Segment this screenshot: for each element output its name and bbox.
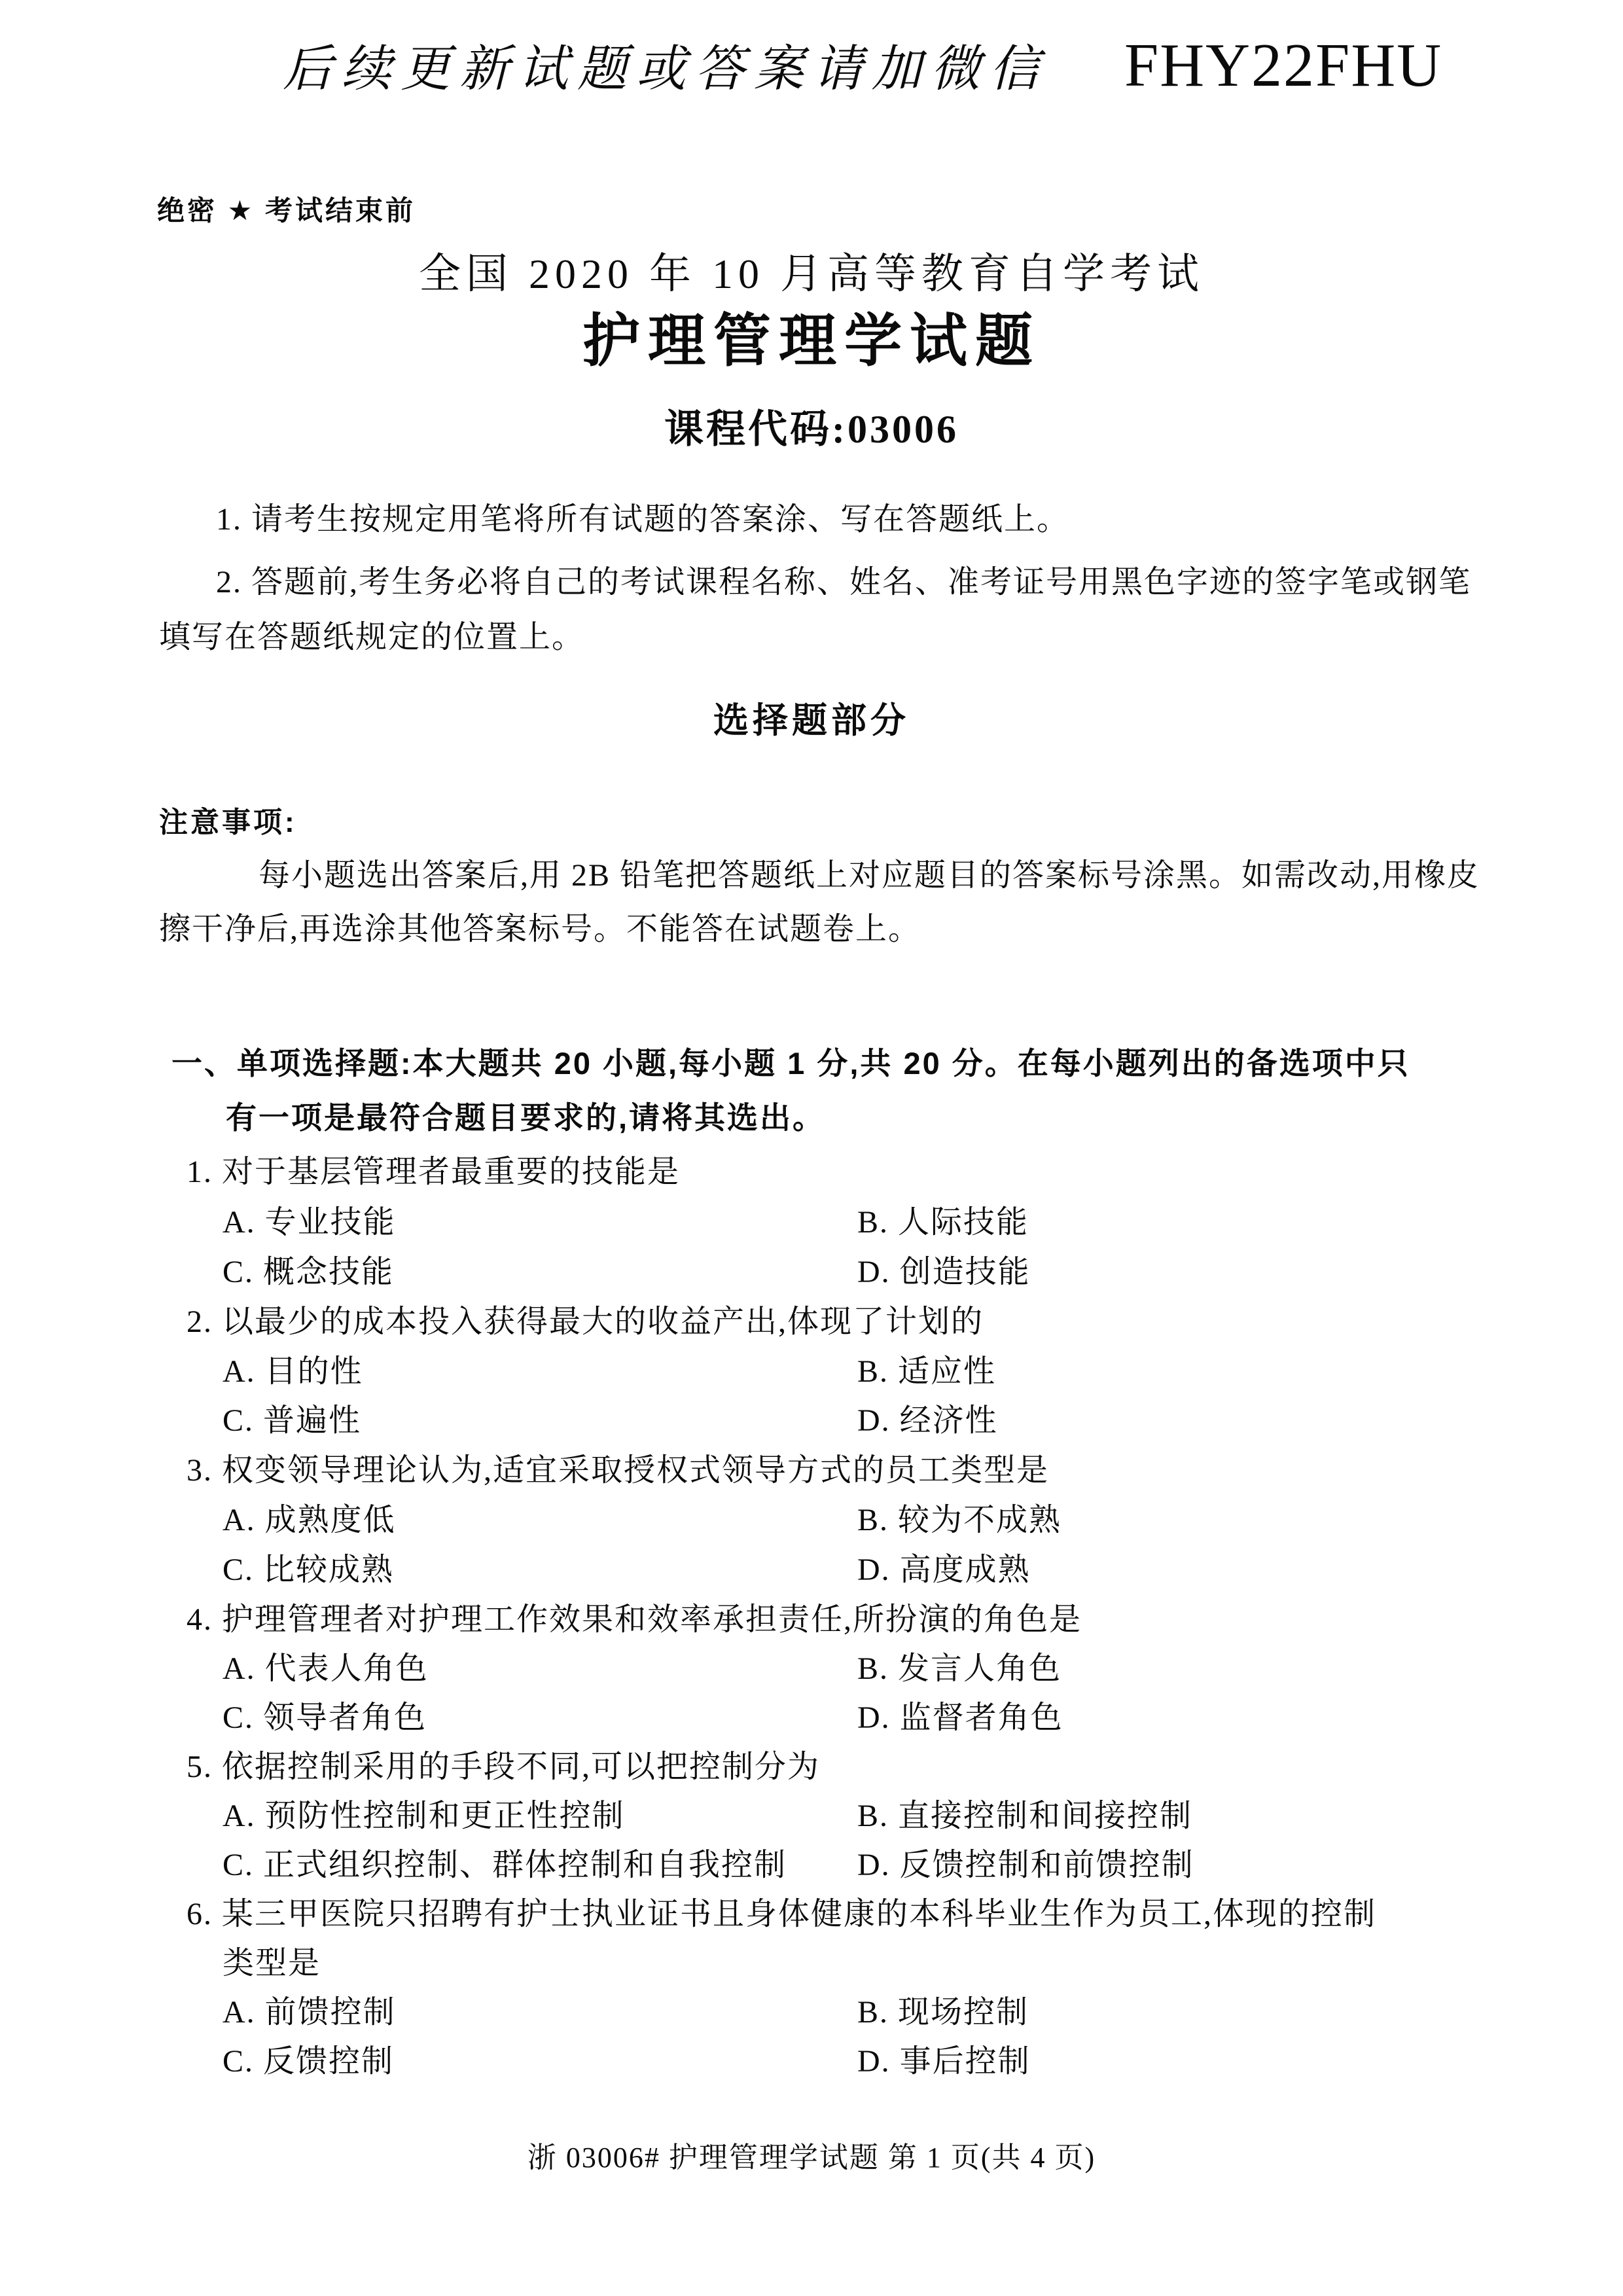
course-code: 课程代码:03006 <box>664 408 959 451</box>
question-3-option-c: C. 比较成熟 <box>223 1552 395 1587</box>
question-4-option-b: B. 发言人角色 <box>857 1651 1062 1686</box>
notice-label: 注意事项: <box>159 806 297 838</box>
question-2-option-c: C. 普遍性 <box>223 1403 362 1438</box>
paper-title: 护理管理学试题 <box>582 310 1041 374</box>
question-6-stem-line-2: 类型是 <box>223 1946 321 1981</box>
page-footer: 浙 03006# 护理管理学试题 第 1 页(共 4 页) <box>527 2142 1096 2174</box>
part1-heading-line-1: 一、单项选择题:本大题共 20 小题,每小题 1 分,共 20 分。在每小题列出的备选项中只 <box>171 1046 1410 1081</box>
section-heading: 选择题部分 <box>713 701 910 740</box>
question-1-option-d: D. 创造技能 <box>857 1255 1031 1289</box>
question-1-option-b: B. 人际技能 <box>857 1205 1029 1240</box>
question-6-stem-line-1: 6. 某三甲医院只招聘有护士执业证书且身体健康的本科毕业生作为员工,体现的控制 <box>187 1897 1377 1931</box>
question-3-option-b: B. 较为不成熟 <box>857 1503 1062 1537</box>
instruction-item-2-line-1: 2. 答题前,考生务必将自己的考试课程名称、姓名、准考证号用黑色字迹的签字笔或钢笔 <box>216 565 1472 600</box>
watermark-text: 后续更新试题或答案请加微信 <box>279 42 1060 97</box>
question-1-option-c: C. 概念技能 <box>223 1255 395 1289</box>
question-1-stem: 1. 对于基层管理者最重要的技能是 <box>187 1155 681 1189</box>
part1-heading-line-2: 有一项是最符合题目要求的,请将其选出。 <box>226 1100 826 1135</box>
question-5-stem: 5. 依据控制采用的手段不同,可以把控制分为 <box>187 1749 821 1784</box>
question-6-option-d: D. 事后控制 <box>857 2044 1031 2079</box>
question-5-option-c: C. 正式组织控制、群体控制和自我控制 <box>223 1848 787 1882</box>
question-2-stem: 2. 以最少的成本投入获得最大的收益产出,体现了计划的 <box>187 1304 984 1339</box>
question-4-stem: 4. 护理管理者对护理工作效果和效率承担责任,所扮演的角色是 <box>187 1602 1082 1637</box>
question-2-option-d: D. 经济性 <box>857 1403 998 1438</box>
classification-banner: 绝密 ★ 考试结束前 <box>157 195 416 226</box>
instruction-item-2-line-2: 填写在答题纸规定的位置上。 <box>159 620 585 655</box>
question-6-option-a: A. 前馈控制 <box>223 1995 396 2030</box>
watermark <box>279 30 1443 101</box>
question-3-option-d: D. 高度成熟 <box>857 1552 1031 1587</box>
question-4-option-c: C. 领导者角色 <box>223 1700 427 1735</box>
question-6-option-b: B. 现场控制 <box>857 1995 1029 2030</box>
question-1-option-a: A. 专业技能 <box>223 1205 396 1240</box>
exam-session-title: 全国 2020 年 10 月高等教育自学考试 <box>419 251 1204 297</box>
question-2-option-a: A. 目的性 <box>223 1354 363 1389</box>
question-5-option-d: D. 反馈控制和前馈控制 <box>857 1848 1194 1882</box>
instruction-item-1: 1. 请考生按规定用笔将所有试题的答案涂、写在答题纸上。 <box>216 502 1070 537</box>
question-5-option-b: B. 直接控制和间接控制 <box>857 1799 1193 1833</box>
question-4-option-d: D. 监督者角色 <box>857 1700 1063 1735</box>
question-5-option-a: A. 预防性控制和更正性控制 <box>223 1799 625 1833</box>
notice-line-2: 擦干净后,再选涂其他答案标号。不能答在试题卷上。 <box>159 912 921 946</box>
watermark-wechat-code: FHY22FHU <box>1124 31 1443 99</box>
question-3-stem: 3. 权变领导理论认为,适宜采取授权式领导方式的员工类型是 <box>187 1453 1050 1488</box>
notice-line-1: 每小题选出答案后,用 2B 铅笔把答题纸上对应题目的答案标号涂黑。如需改动,用橡皮 <box>259 858 1480 893</box>
question-4-option-a: A. 代表人角色 <box>223 1651 429 1686</box>
question-6-option-c: C. 反馈控制 <box>223 2044 395 2079</box>
question-2-option-b: B. 适应性 <box>857 1354 997 1389</box>
question-3-option-a: A. 成熟度低 <box>223 1503 396 1537</box>
